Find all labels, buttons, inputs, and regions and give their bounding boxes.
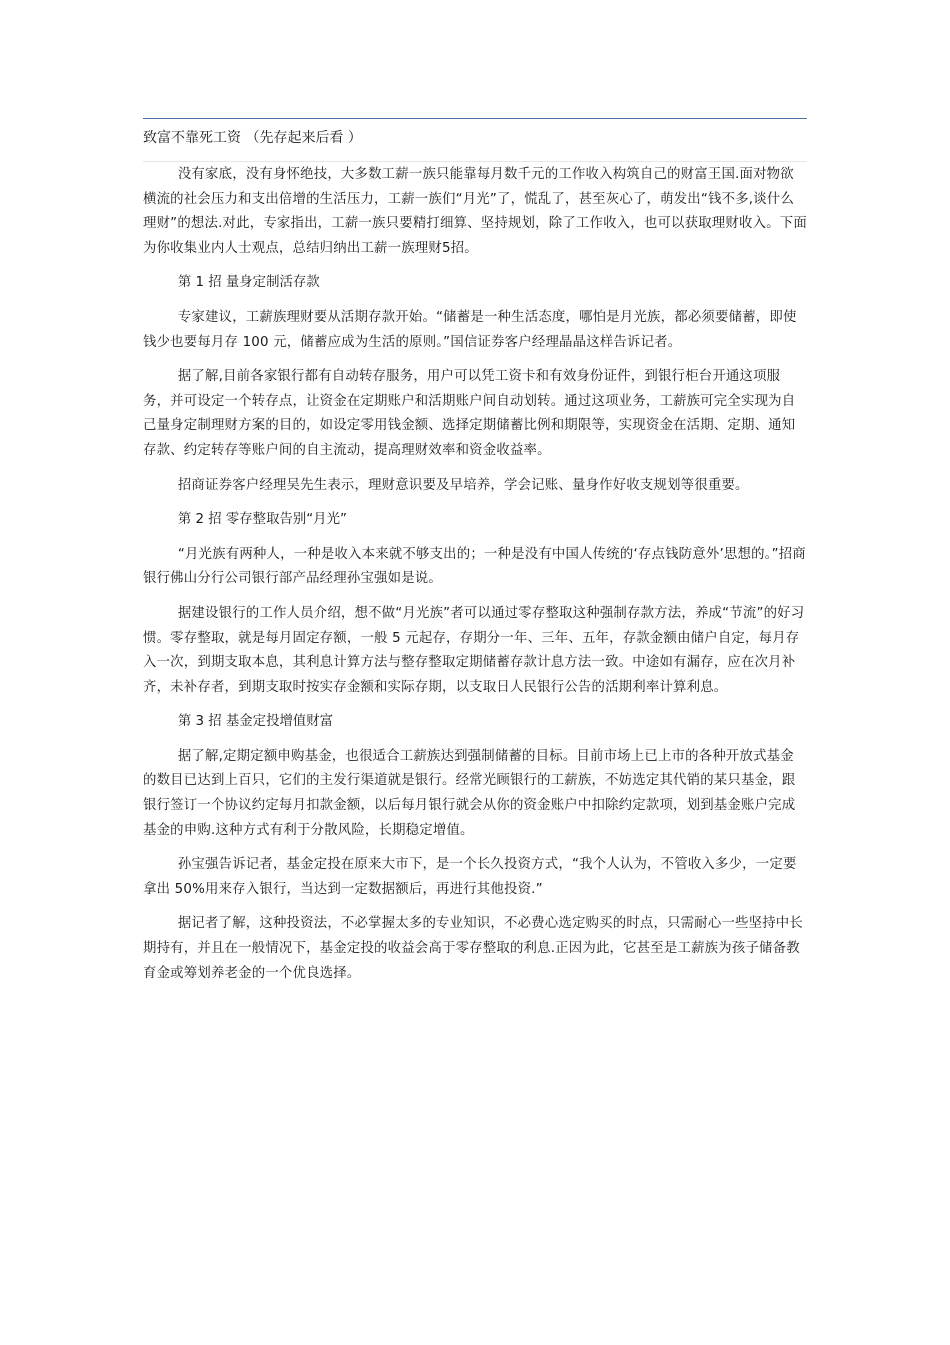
section-heading-2: 第 2 招 零存整取告别“月光”	[177, 512, 347, 528]
header-rule	[143, 118, 807, 119]
paragraph: 据建设银行的工作人员介绍，想不做“月光族”者可以通过零存整取这种强制存款方法，养成“节流”的好习惯。零存整取，就是每月固定存额，一般 5 元起存，存期分一年、三年、五年，存款金额由储户自定，每月存入一次，到期支取本息，其利息计算方法与整存整取定期储蓄存款计息方法一致。中途如有漏存，应在次月补齐，未补存者，到期支取时按实存金额和实际存期，以支取日人民银行公告的活期利率计算利息。	[143, 605, 805, 695]
article-body	[143, 163, 807, 996]
paragraph-intro: 没有家底，没有身怀绝技，大多数工薪一族只能靠每月数千元的工作收入构筑自己的财富王国.面对物欲横流的社会压力和支出倍增的生活压力，工薪一族们“月光”了，慌乱了，甚至灰心了，萌发出“钱不多,谈什么理财”的想法.对此，专家指出，工薪一族只要精打细算、坚持规划，除了工作收入，也可以获取理财收入。下面为你收集业内人士观点，总结归纳出工薪一族理财5招。	[143, 167, 807, 256]
paragraph: 据了解,目前各家银行都有自动转存服务，用户可以凭工资卡和有效身份证件，到银行柜台开通这项服务，并可设定一个转存点，让资金在定期账户和活期账户间自动划转。通过这项业务，工薪族可完全实现为自己量身定制理财方案的目的，如设定零用钱金额、选择定期储蓄比例和期限等，实现资金在活期、定期、通知存款、约定转存等账户间的自主流动，提高理财效率和资金收益率。	[143, 369, 796, 458]
title-divider	[143, 161, 807, 162]
paragraph: 据了解,定期定额申购基金，也很适合工薪族达到强制储蓄的目标。目前市场上已上市的各种开放式基金的数目已达到上百只，它们的主发行渠道就是银行。经常光顾银行的工薪族，不妨选定其代销的某只基金，跟银行签订一个协议约定每月扣款金额，以后每月银行就会从你的资金账户中扣除约定款项，划到基金账户完成基金的申购.这种方式有利于分散风险，长期稳定增值。	[143, 748, 796, 838]
paragraph: “月光族有两种人，一种是收入本来就不够支出的；一种是没有中国人传统的‘存点钱防意外’思想的。”招商银行佛山分行公司银行部产品经理孙宝强如是说。	[143, 546, 806, 587]
article-title: 致富不靠死工资 （先存起来后看 ）	[143, 130, 362, 146]
paragraph: 专家建议，工薪族理财要从活期存款开始。“储蓄是一种生活态度，哪怕是月光族，都必须要储蓄，即使钱少也要每月存 100 元，储蓄应成为生活的原则。”国信证券客户经理晶晶这样告诉记者。	[143, 309, 797, 350]
section-heading-3: 第 3 招 基金定投增值财富	[177, 714, 334, 730]
section-heading-1: 第 1 招 量身定制活存款	[177, 275, 320, 291]
paragraph: 招商证券客户经理吴先生表示，理财意识要及早培养，学会记账、量身作好收支规划等很重要。	[177, 477, 749, 493]
paragraph: 孙宝强告诉记者，基金定投在原来大市下，是一个长久投资方式，“我个人认为，不管收入多少，一定要拿出 50%用来存入银行，当达到一定数据额后，再进行其他投资.”	[143, 857, 797, 897]
paragraph: 据记者了解，这种投资法，不必掌握太多的专业知识，不必费心选定购买的时点，只需耐心一些坚持中长期持有，并且在一般情况下，基金定投的收益会高于零存整取的利息.正因为此，它甚至是工薪族为孩子储备教育金或筹划养老金的一个优良选择。	[143, 916, 803, 981]
